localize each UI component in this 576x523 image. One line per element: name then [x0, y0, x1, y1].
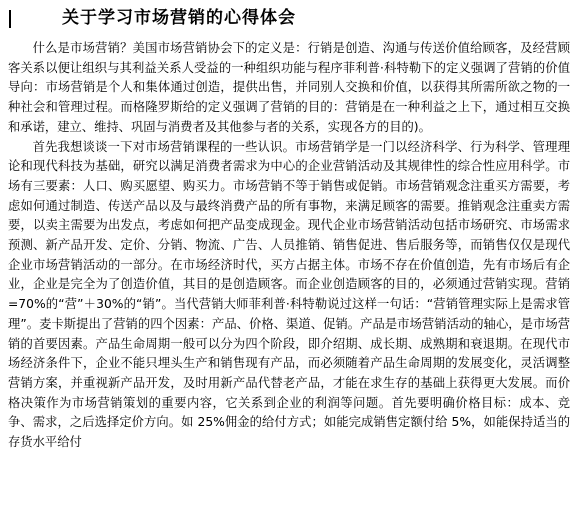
- document-title: 关于学习市场营销的心得体会: [62, 8, 296, 28]
- paragraph-course-understanding: 首先我想谈谈一下对市场营销课程的一些认识。市场营销学是一门以经济科学、行为科学、管理理论和现代科技为基础，研究以满足消费者需求为中心的企业营销活动及其规律性的综合性应用科学。市场有三要素：人口、购买愿望、购买力。市场营销不等于销售或促销。市场营销观念注重买方需要，考虑如何通过制造、传送产品以及与最终消费产品的所有事物，来满足顾客的需要。推销观念注重卖方需要，以卖主需要为出发点，考虑如何把产品变成现金。现代企业市场营销活动包括市场研究、市场需求预测、新产品开发、定价、分销、物流、广告、人员推销、销售促进、售后服务等，而销售仅仅是现代企业市场营销活动的一部分。在市场经济时代，买方占据主体。市场不存在价值创造，先有市场后有企业，企业是完全为了创造价值，其目的是创造顾客。而企业创造顾客的目的，必须通过营销实现。营销=70%的“营”＋30%的“销”。当代营销大师菲利普·科特勒说过这样一句话：“营销管理实际上是需求管理”。麦卡斯提出了营销的四个因素：产品、价格、渠道、促销。产品是市场营销活动的轴心，是市场营销的首要因素。产品生命周期一般可以分为四个阶段，即介绍期、成长期、成熟期和衰退期。在现代市场经济条件下，企业不能只埋头生产和销售现有产品，而必须随着产品生命周期的发展变化，灵活调整营销方案，并重视新产品开发，及时用新产品代替老产品，才能在求生存的基础上获得更大发展。而价格决策作为市场营销策划的重要内容，它关系到企业的利润等问题。首先要明确价格目标：成本、竞争、需求，之后选择定价方向。如 25%佣金的给付方式；如能完成销售定额付给 5%，如能保持适当的存货水平给付: [8, 139, 570, 450]
- text-cursor: [9, 10, 11, 28]
- paragraph-definition: 什么是市场营销？美国市场营销协会下的定义是：行销是创造、沟通与传送价值给顾客，及经营顾客关系以便让组织与其利益关系人受益的一种组织功能与程序菲利普·科特勒下的定义强调了营销的价值导向：市场营销是个人和集体通过创造，提供出售，并同别人交换和价值，以获得其所需所欲之物的一种社会和管理过程。而格隆罗斯给的定义强调了营销的目的：营销是在一种利益之上下，通过相互交换和承诺，建立、维持、巩固与消费者及其他参与者的关系，实现各方的目的)。: [8, 41, 570, 134]
- document-body: [8, 39, 570, 453]
